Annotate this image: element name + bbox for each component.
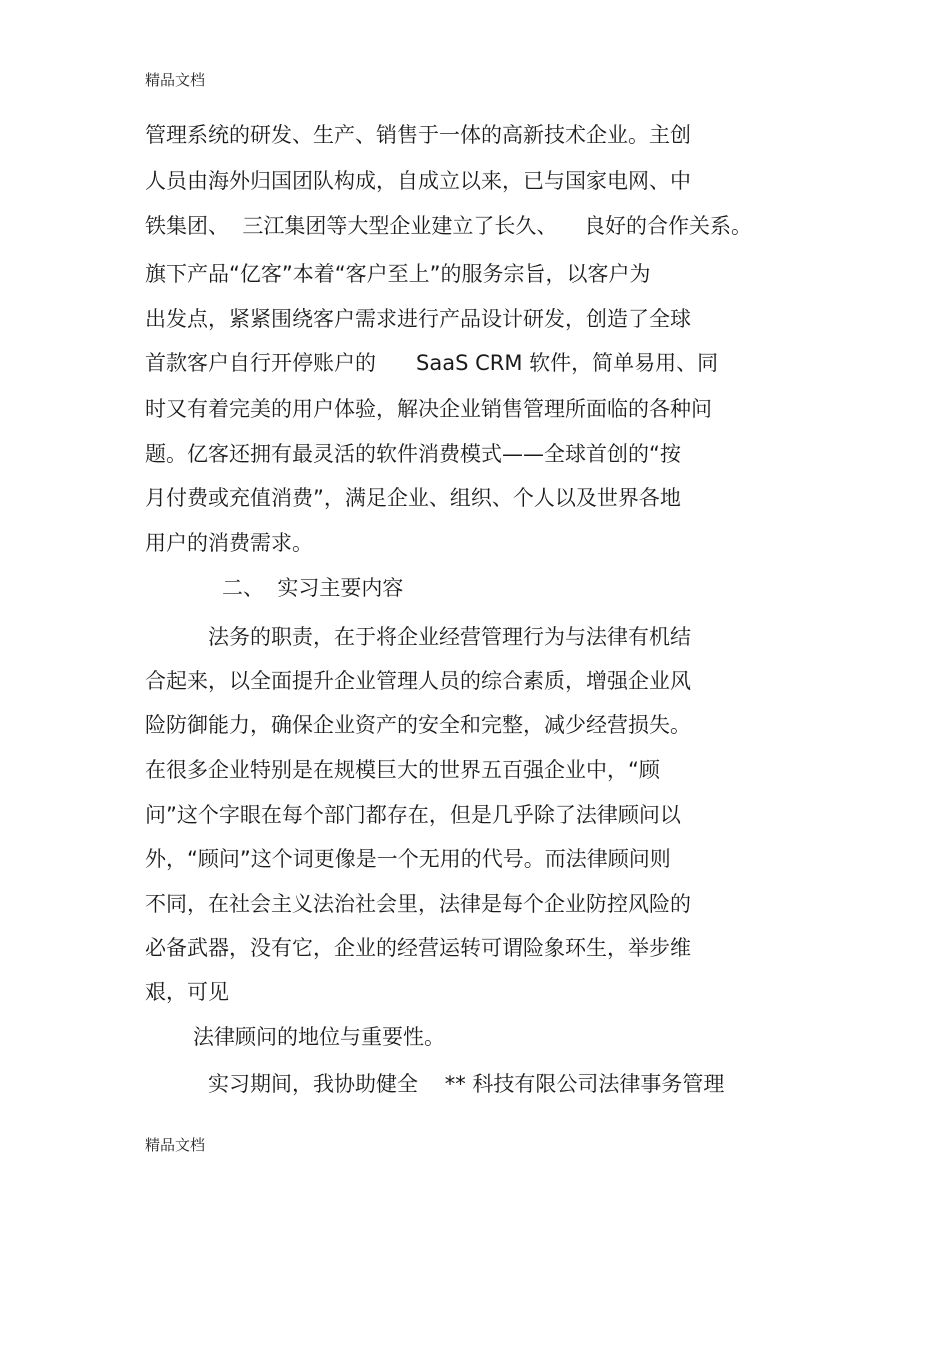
paragraph-line-1: 管理系统的研发、生产、销售于一体的高新技术企业。主创 (145, 123, 691, 147)
paragraph-line-8: 题。亿客还拥有最灵活的软件消费模式——全球首创的“按 (145, 442, 681, 466)
paragraph-line-5: 出发点，紧紧围绕客户需求进行产品设计研发，创造了全球 (145, 307, 691, 331)
paragraph-line-13: 险防御能力，确保企业资产的安全和完整，减少经营损失。 (145, 713, 691, 737)
paragraph-line-17: 不同，在社会主义法治社会里，法律是每个企业防控风险的 (145, 892, 691, 916)
paragraph-line-6: 首款客户自行开停账户的 SaaS CRM 软件，简单易用、同 (145, 351, 719, 375)
paragraph-line-14: 在很多企业特别是在规模巨大的世界五百强企业中，“顾 (145, 758, 660, 782)
paragraph-line-15: 问”这个字眼在每个部门都存在，但是几乎除了法律顾问以 (145, 803, 681, 827)
paragraph-line-20: 法律顾问的地位与重要性。 (193, 1025, 445, 1049)
paragraph-line-10: 用户的消费需求。 (145, 531, 313, 555)
paragraph-line-11: 法务的职责，在于将企业经营管理行为与法律有机结 (208, 625, 691, 649)
paragraph-line-7: 时又有着完美的用户体验，解决企业销售管理所面临的各种问 (145, 397, 712, 421)
paragraph-line-18: 必备武器，没有它，企业的经营运转可谓险象环生，举步维 (145, 936, 691, 960)
paragraph-line-4: 旗下产品“亿客”本着“客户至上”的服务宗旨，以客户为 (145, 262, 651, 286)
paragraph-line-3: 铁集团、 三江集团等大型企业建立了长久、 良好的合作关系。 (145, 214, 753, 238)
paragraph-line-12: 合起来，以全面提升企业管理人员的综合素质，增强企业风 (145, 669, 691, 693)
page-footer: 精品文档 (145, 1136, 206, 1154)
paragraph-line-9: 月付费或充值消费”，满足企业、组织、个人以及世界各地 (145, 486, 681, 510)
section-heading: 二、 实习主要内容 (222, 576, 404, 600)
paragraph-line-19: 艰，可见 (145, 980, 229, 1004)
paragraph-line-21: 实习期间，我协助健全 ** 科技有限公司法律事务管理 (208, 1072, 725, 1096)
page-header: 精品文档 (145, 71, 206, 89)
paragraph-line-16: 外，“顾问”这个词更像是一个无用的代号。而法律顾问则 (145, 847, 671, 871)
paragraph-line-2: 人员由海外归国团队构成，自成立以来，已与国家电网、中 (145, 169, 691, 193)
